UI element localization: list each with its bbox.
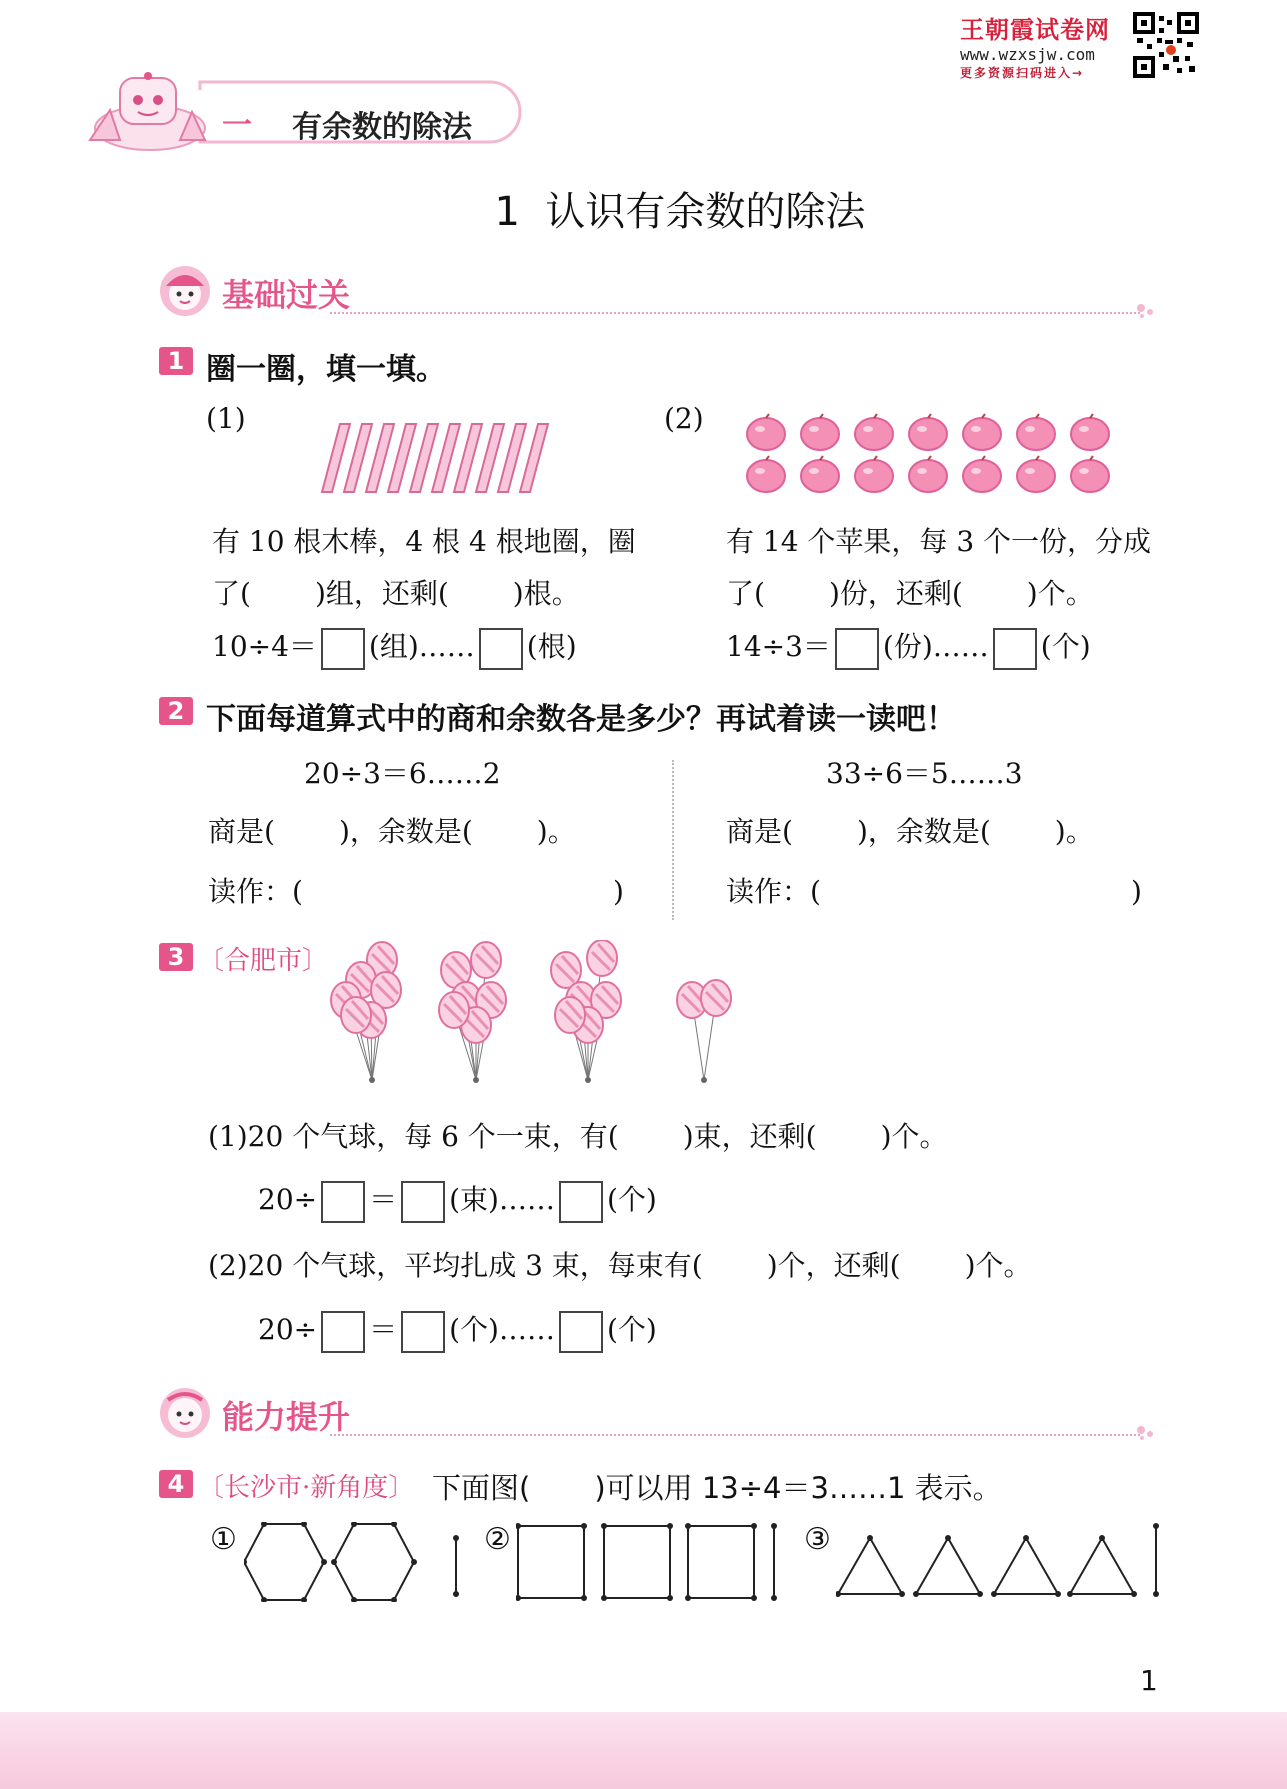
option-3-label: ③ [804,1522,831,1557]
equation-text: (根) [526,630,577,663]
equation-text: (束)…… [449,1183,555,1216]
divider-dots-icon [1136,300,1156,320]
equation-text: ＝ [369,1313,398,1346]
text: )组，还剩( [314,577,449,610]
q2-left-equation: 20÷3＝6……2 [304,757,501,790]
brand-block [960,10,1140,81]
answer-box[interactable] [559,1311,603,1353]
question-prompt: 圈一圈，填一填。 [206,352,446,387]
q1-part1-line2 [212,572,580,612]
option-3-triangles[interactable] [836,1522,1162,1602]
equation-text: 20÷ [258,1183,318,1216]
option-2-squares[interactable] [516,1522,780,1602]
text: )根。 [512,577,580,610]
question-prompt [432,1466,1002,1507]
section-basic-divider [330,312,1140,314]
text: 下面图( [432,1471,531,1505]
option-2-label: ② [484,1522,511,1557]
q1-part2-equation [726,625,1091,670]
text: (1)20 个气球，每 6 个一束，有( [208,1120,619,1153]
q1-part2-line1: 有 14 个苹果，每 3 个一份，分成 [726,525,1152,558]
answer-box[interactable] [993,628,1037,670]
question-number: 3 [159,943,193,971]
answer-box[interactable] [321,1311,365,1353]
source-tag: 〔长沙市·新角度〕 [198,1473,415,1503]
brand-tagline: 更多资源扫码进入→ [960,66,1085,80]
q2-right-equation: 33÷6＝5……3 [826,757,1023,790]
text: )可以用 13÷4＝3……1 表示。 [594,1471,1002,1505]
text: )，余数是( [856,815,991,848]
q2-right-read-line [726,870,1142,910]
equation-text: 14÷3＝ [726,630,831,663]
section-basic-title: 基础过关 [222,276,351,314]
sticks-illustration [320,422,560,494]
equation-text: (个) [606,1183,657,1216]
equation-text: (个) [1040,630,1091,663]
girl-mascot-icon [158,264,212,318]
text: )。 [1054,815,1094,848]
question-number: 1 [159,347,193,375]
q3-part2-line [208,1244,1032,1284]
option-1-hexagons[interactable] [244,1522,464,1602]
text: )，余数是( [338,815,473,848]
q3-part1-line [208,1115,948,1155]
text: )个，还剩( [766,1249,901,1282]
equation-text: ＝ [369,1183,398,1216]
equation-text: 20÷ [258,1313,318,1346]
text: 了( [726,577,765,610]
text: ) [1130,875,1142,908]
q1-part1-line1: 有 10 根木棒，4 根 4 根地圈，圈 [212,525,636,558]
text: )个。 [1026,577,1094,610]
text: )束，还剩( [682,1120,817,1153]
text: 了( [212,577,251,610]
equation-text: (个) [606,1313,657,1346]
q1-part2-line2 [726,572,1094,612]
text: 商是( [208,815,275,848]
equation-text: (个)…… [449,1313,555,1346]
brand-url: www.wzxsjw.com [960,45,1095,64]
column-divider [672,760,674,920]
q2-left-read-line [208,870,624,910]
question-prompt: 下面每道算式中的商和余数各是多少？再试着读一读吧！ [206,702,956,737]
text: )。 [536,815,576,848]
page-number: 1 [1140,1664,1158,1697]
option-1-label: ① [210,1522,237,1557]
question-number: 2 [159,697,193,725]
q2-right-quotient-line [726,810,1094,850]
answer-box[interactable] [401,1181,445,1223]
brand-name: 王朝霞试卷网 [960,16,1110,44]
answer-box[interactable] [321,1181,365,1223]
q1-part1-equation [212,625,577,670]
source-tag: 〔合肥市〕 [198,946,329,976]
lesson-title: 1 认识有余数的除法 [494,189,866,235]
answer-box[interactable] [401,1311,445,1353]
qr-code-icon [1133,12,1199,78]
unit-title: 有余数的除法 [292,110,472,145]
text: (2)20 个气球，平均扎成 3 束，每束有( [208,1249,703,1282]
apples-illustration [746,412,1116,498]
q3-part1-equation [258,1178,657,1223]
part-label: (1) [206,402,246,435]
q3-part2-equation [258,1308,657,1353]
footer-band [0,1712,1287,1789]
balloons-illustration [326,940,746,1090]
part-label: (2) [664,402,704,435]
equation-text: 10÷4＝ [212,630,317,663]
section-advanced-title: 能力提升 [222,1398,351,1436]
text: )个。 [964,1249,1032,1282]
unit-number: 一 [222,108,252,143]
text: )个。 [880,1120,948,1153]
question-number: 4 [159,1470,193,1498]
equation-text: (组)…… [368,630,475,663]
text: 商是( [726,815,793,848]
robot-mascot-icon [90,72,205,150]
girl-mascot-icon [158,1386,212,1440]
q2-left-quotient-line [208,810,576,850]
text: 读作：( [208,875,303,908]
answer-box[interactable] [559,1181,603,1223]
text: 读作：( [726,875,821,908]
equation-text: (份)…… [882,630,989,663]
answer-box[interactable] [321,628,365,670]
text: )份，还剩( [828,577,963,610]
section-advanced-divider [330,1434,1140,1436]
divider-dots-icon [1136,1422,1156,1442]
answer-box[interactable] [835,628,879,670]
answer-box[interactable] [479,628,523,670]
text: ) [612,875,624,908]
